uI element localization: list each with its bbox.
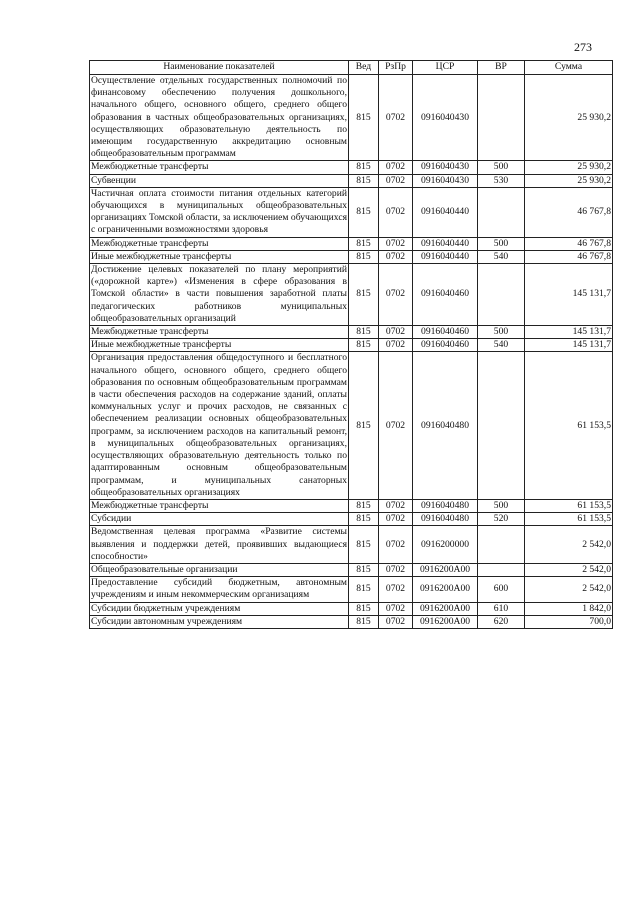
cell-rzpr: 0702 [379,75,413,161]
cell-sum: 1 842,0 [525,602,613,615]
table-row [90,187,613,237]
table-row [90,264,613,326]
cell-sum: 46 767,8 [525,187,613,237]
header-name: Наименование показателей [90,61,349,75]
cell-ved: 815 [349,577,379,602]
table-row [90,526,613,564]
cell-name: Субвенции [90,174,349,187]
cell-rzpr: 0702 [379,187,413,237]
table-row [90,615,613,628]
cell-sum: 2 542,0 [525,526,613,564]
cell-csr: 0916040430 [413,161,478,174]
table-row [90,237,613,250]
cell-sum: 2 542,0 [525,563,613,576]
table-row [90,174,613,187]
cell-csr: 0916040440 [413,187,478,237]
header-vr: ВР [478,61,525,75]
cell-ved: 815 [349,174,379,187]
table-body [90,75,613,629]
cell-vr: 540 [478,250,525,263]
cell-csr: 0916040480 [413,499,478,512]
cell-name: Частичная оплата стоимости питания отдельных категорий обучающихся в муниципальных общеобразовательных организациях Томской области, за исключением обучающихся с ограниченными возможностями здоровья [91,187,347,236]
cell-csr: 0916040440 [413,250,478,263]
cell-rzpr: 0702 [379,352,413,499]
cell-csr: 0916040460 [413,339,478,352]
cell-ved: 815 [349,513,379,526]
cell-name: Иные межбюджетные трансферты [90,250,349,263]
header-ved: Вед [349,61,379,75]
cell-vr [478,563,525,576]
cell-name: Осуществление отдельных государственных полномочий по финансовому обеспечению получения дошкольного, начального общего, основного общего, среднего общего образования в частных общеобразовательных организациях, осуществляющих образовательную деятельность по имеющим государственную аккредитацию основным общеобразовательным программам [91,75,347,160]
table-row [90,352,613,499]
cell-rzpr: 0702 [379,326,413,339]
cell-sum: 145 131,7 [525,326,613,339]
table-row [90,577,613,602]
header-csr: ЦСР [413,61,478,75]
cell-ved: 815 [349,563,379,576]
cell-sum: 145 131,7 [525,264,613,326]
cell-vr [478,75,525,161]
cell-vr: 500 [478,237,525,250]
cell-csr: 0916040480 [413,513,478,526]
cell-name: Межбюджетные трансферты [90,499,349,512]
cell-ved: 815 [349,250,379,263]
cell-ved: 815 [349,499,379,512]
table-row [90,250,613,263]
table-row [90,602,613,615]
cell-csr: 0916200А00 [413,602,478,615]
cell-vr: 500 [478,499,525,512]
cell-vr: 500 [478,326,525,339]
cell-vr: 520 [478,513,525,526]
cell-rzpr: 0702 [379,264,413,326]
cell-ved: 815 [349,615,379,628]
cell-csr: 0916040460 [413,326,478,339]
cell-csr: 0916200А00 [413,615,478,628]
table-header-row [90,61,613,75]
cell-name: Иные межбюджетные трансферты [90,339,349,352]
cell-csr: 0916200А00 [413,563,478,576]
cell-vr: 530 [478,174,525,187]
cell-csr: 0916040430 [413,174,478,187]
cell-vr: 500 [478,161,525,174]
cell-name: Межбюджетные трансферты [90,326,349,339]
cell-name: Субсидии автономным учреждениям [90,615,349,628]
cell-csr: 0916040440 [413,237,478,250]
cell-sum: 25 930,2 [525,161,613,174]
page-number: 273 [574,40,592,54]
cell-ved: 815 [349,602,379,615]
cell-ved: 815 [349,352,379,499]
table-row [90,75,613,161]
cell-ved: 815 [349,237,379,250]
cell-rzpr: 0702 [379,339,413,352]
cell-ved: 815 [349,526,379,564]
cell-vr [478,526,525,564]
cell-rzpr: 0702 [379,563,413,576]
cell-vr: 620 [478,615,525,628]
cell-name: Общеобразовательные организации [90,563,349,576]
cell-sum: 46 767,8 [525,250,613,263]
cell-vr [478,352,525,499]
cell-rzpr: 0702 [379,237,413,250]
cell-rzpr: 0702 [379,615,413,628]
cell-ved: 815 [349,264,379,326]
cell-name: Субсидии [90,513,349,526]
cell-vr: 540 [478,339,525,352]
cell-ved: 815 [349,187,379,237]
cell-rzpr: 0702 [379,526,413,564]
cell-sum: 61 153,5 [525,513,613,526]
table-row [90,513,613,526]
cell-ved: 815 [349,161,379,174]
cell-sum: 25 930,2 [525,75,613,161]
cell-vr: 600 [478,577,525,602]
cell-ved: 815 [349,326,379,339]
cell-name: Достижение целевых показателей по плану мероприятий («дорожной карте») «Изменения в сфере образования в Томской области» в части повышения заработной платы педагогических работников муниципальных общеобразовательных организаций [91,264,347,324]
cell-vr [478,264,525,326]
cell-vr [478,187,525,237]
cell-sum: 61 153,5 [525,499,613,512]
cell-rzpr: 0702 [379,513,413,526]
table-row [90,563,613,576]
table-row [90,339,613,352]
table-row [90,161,613,174]
cell-name: Организация предоставления общедоступного и бесплатного начального общего, основного общего, среднего общего образования по основным общеобразовательным программам в части обеспечения расходов на содержание зданий, оплаты коммунальных услуг и прочих расходов, не связанных с обеспечением реализации основных общеобразовательных программ, за исключением расходов на капитальный ремонт, в муниципальных общеобразовательных организациях, осуществляющих образовательную деятельность только по адаптированным основным общеобразовательным программам, и муниципальных санаторных общеобразовательных организациях [91,352,347,498]
cell-rzpr: 0702 [379,577,413,602]
cell-csr: 0916040430 [413,75,478,161]
cell-rzpr: 0702 [379,499,413,512]
cell-csr: 0916040460 [413,264,478,326]
cell-sum: 25 930,2 [525,174,613,187]
cell-vr: 610 [478,602,525,615]
cell-rzpr: 0702 [379,602,413,615]
cell-name: Субсидии бюджетным учреждениям [90,602,349,615]
cell-csr: 0916040480 [413,352,478,499]
cell-name: Межбюджетные трансферты [90,237,349,250]
cell-sum: 145 131,7 [525,339,613,352]
cell-name: Межбюджетные трансферты [90,161,349,174]
table-row [90,326,613,339]
cell-sum: 2 542,0 [525,577,613,602]
cell-sum: 61 153,5 [525,352,613,499]
cell-rzpr: 0702 [379,174,413,187]
cell-csr: 0916200А00 [413,577,478,602]
header-rzpr: РзПр [379,61,413,75]
budget-table [89,60,613,629]
table-row [90,499,613,512]
cell-name: Предоставление субсидий бюджетным, автономным учреждениям и иным некоммерческим организациям [91,577,347,601]
cell-sum: 700,0 [525,615,613,628]
cell-name: Ведомственная целевая программа «Развитие системы выявления и поддержки детей, проявивших выдающиеся способности» [91,526,347,562]
cell-ved: 815 [349,75,379,161]
cell-rzpr: 0702 [379,250,413,263]
cell-sum: 46 767,8 [525,237,613,250]
cell-rzpr: 0702 [379,161,413,174]
cell-csr: 0916200000 [413,526,478,564]
header-sum: Сумма [525,61,613,75]
cell-ved: 815 [349,339,379,352]
